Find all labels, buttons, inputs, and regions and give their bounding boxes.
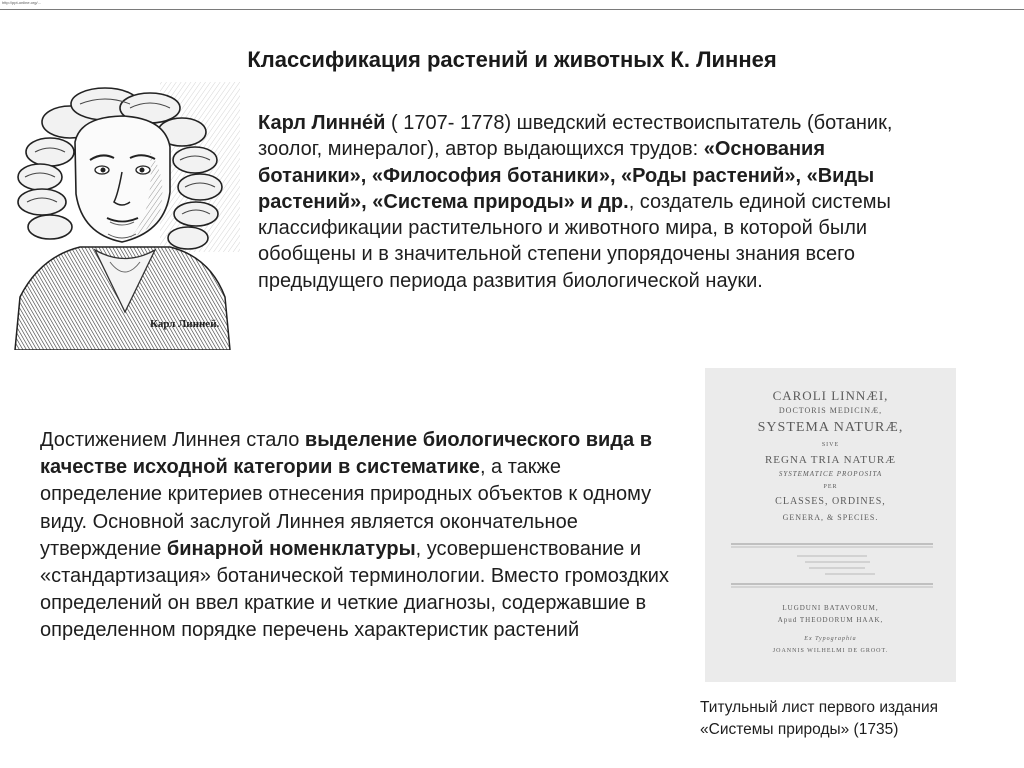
achievement-text-2: , а также определение критериев отнесения природных объектов к одному виду. Основной заслугой Линнея является окончательное утверждение <box>40 456 652 560</box>
title-page-line: REGNA TRIA NATURÆ <box>764 454 897 466</box>
title-page-line: GENERA, & SPECIES. <box>782 513 879 522</box>
title-page-line: SYSTEMATICE PROPOSITA <box>778 470 883 478</box>
biography-paragraph <box>258 110 918 294</box>
title-page-line: SIVE <box>821 442 840 448</box>
title-page-line: CAROLI LINNÆI, <box>772 388 889 403</box>
title-page-line: Ex Typographia <box>804 636 857 642</box>
title-page-line: LUGDUNI BATAVORUM, <box>782 604 879 612</box>
title-page-line: DOCTORIS MEDICINÆ, <box>778 406 883 415</box>
top-border <box>0 0 1024 10</box>
slide-title: Классификация растений и животных К. Линнея <box>247 47 777 72</box>
linnaeus-portrait <box>10 82 240 350</box>
title-page-rules-icon <box>705 368 956 682</box>
bio-intro: ( 1707- 1778) шведский естествоиспытатель (ботаник, зоолог, минералог), автор выдающихся трудов: <box>258 112 893 161</box>
title-page-caption: Титульный лист первого издания «Системы природы» (1735) <box>700 699 939 738</box>
portrait-engraving-icon <box>10 82 240 350</box>
bio-name: Карл Линне́й <box>258 112 386 134</box>
bio-works: «Основания ботаники», «Философия ботаники», «Роды растений», «Виды растений», «Система природы» и др. <box>258 138 875 213</box>
achievement-paragraph <box>40 427 675 645</box>
achievement-text-1: Достижением Линнея стало <box>40 429 305 451</box>
title-page-line: Apud THEODORUM HAAK, <box>777 616 884 624</box>
systema-naturae-title-page <box>705 368 956 682</box>
title-page-line: SYSTEMA NATURÆ, <box>757 420 904 435</box>
achievement-text-3: , усовершенствование и «стандартизация» ботанической терминологии. Вместо громоздких определений он ввел краткие и четкие диагнозы, содержавшие в определенном порядке перечень характеристик растений <box>40 537 669 642</box>
achievement-bold-nomenclature: бинарной номенклатуры <box>166 537 416 560</box>
bio-rest: , создатель единой системы классификации растительного и животного мира, в которой были обобщены и в значительной степени упорядочены знания всего предыдущего периода развития биологической науки. <box>258 190 891 292</box>
title-page-line: JOANNIS WILHELMI DE GROOT. <box>772 648 889 654</box>
portrait-caption: Карл Линней. <box>150 318 220 330</box>
title-page-line: PER <box>823 484 838 490</box>
title-page-line: CLASSES, ORDINES, <box>775 496 886 507</box>
source-url: http://ppt-online.org/... <box>2 0 41 5</box>
achievement-bold-species: выделение биологического вида в качестве исходной категории в систематике <box>40 429 653 479</box>
